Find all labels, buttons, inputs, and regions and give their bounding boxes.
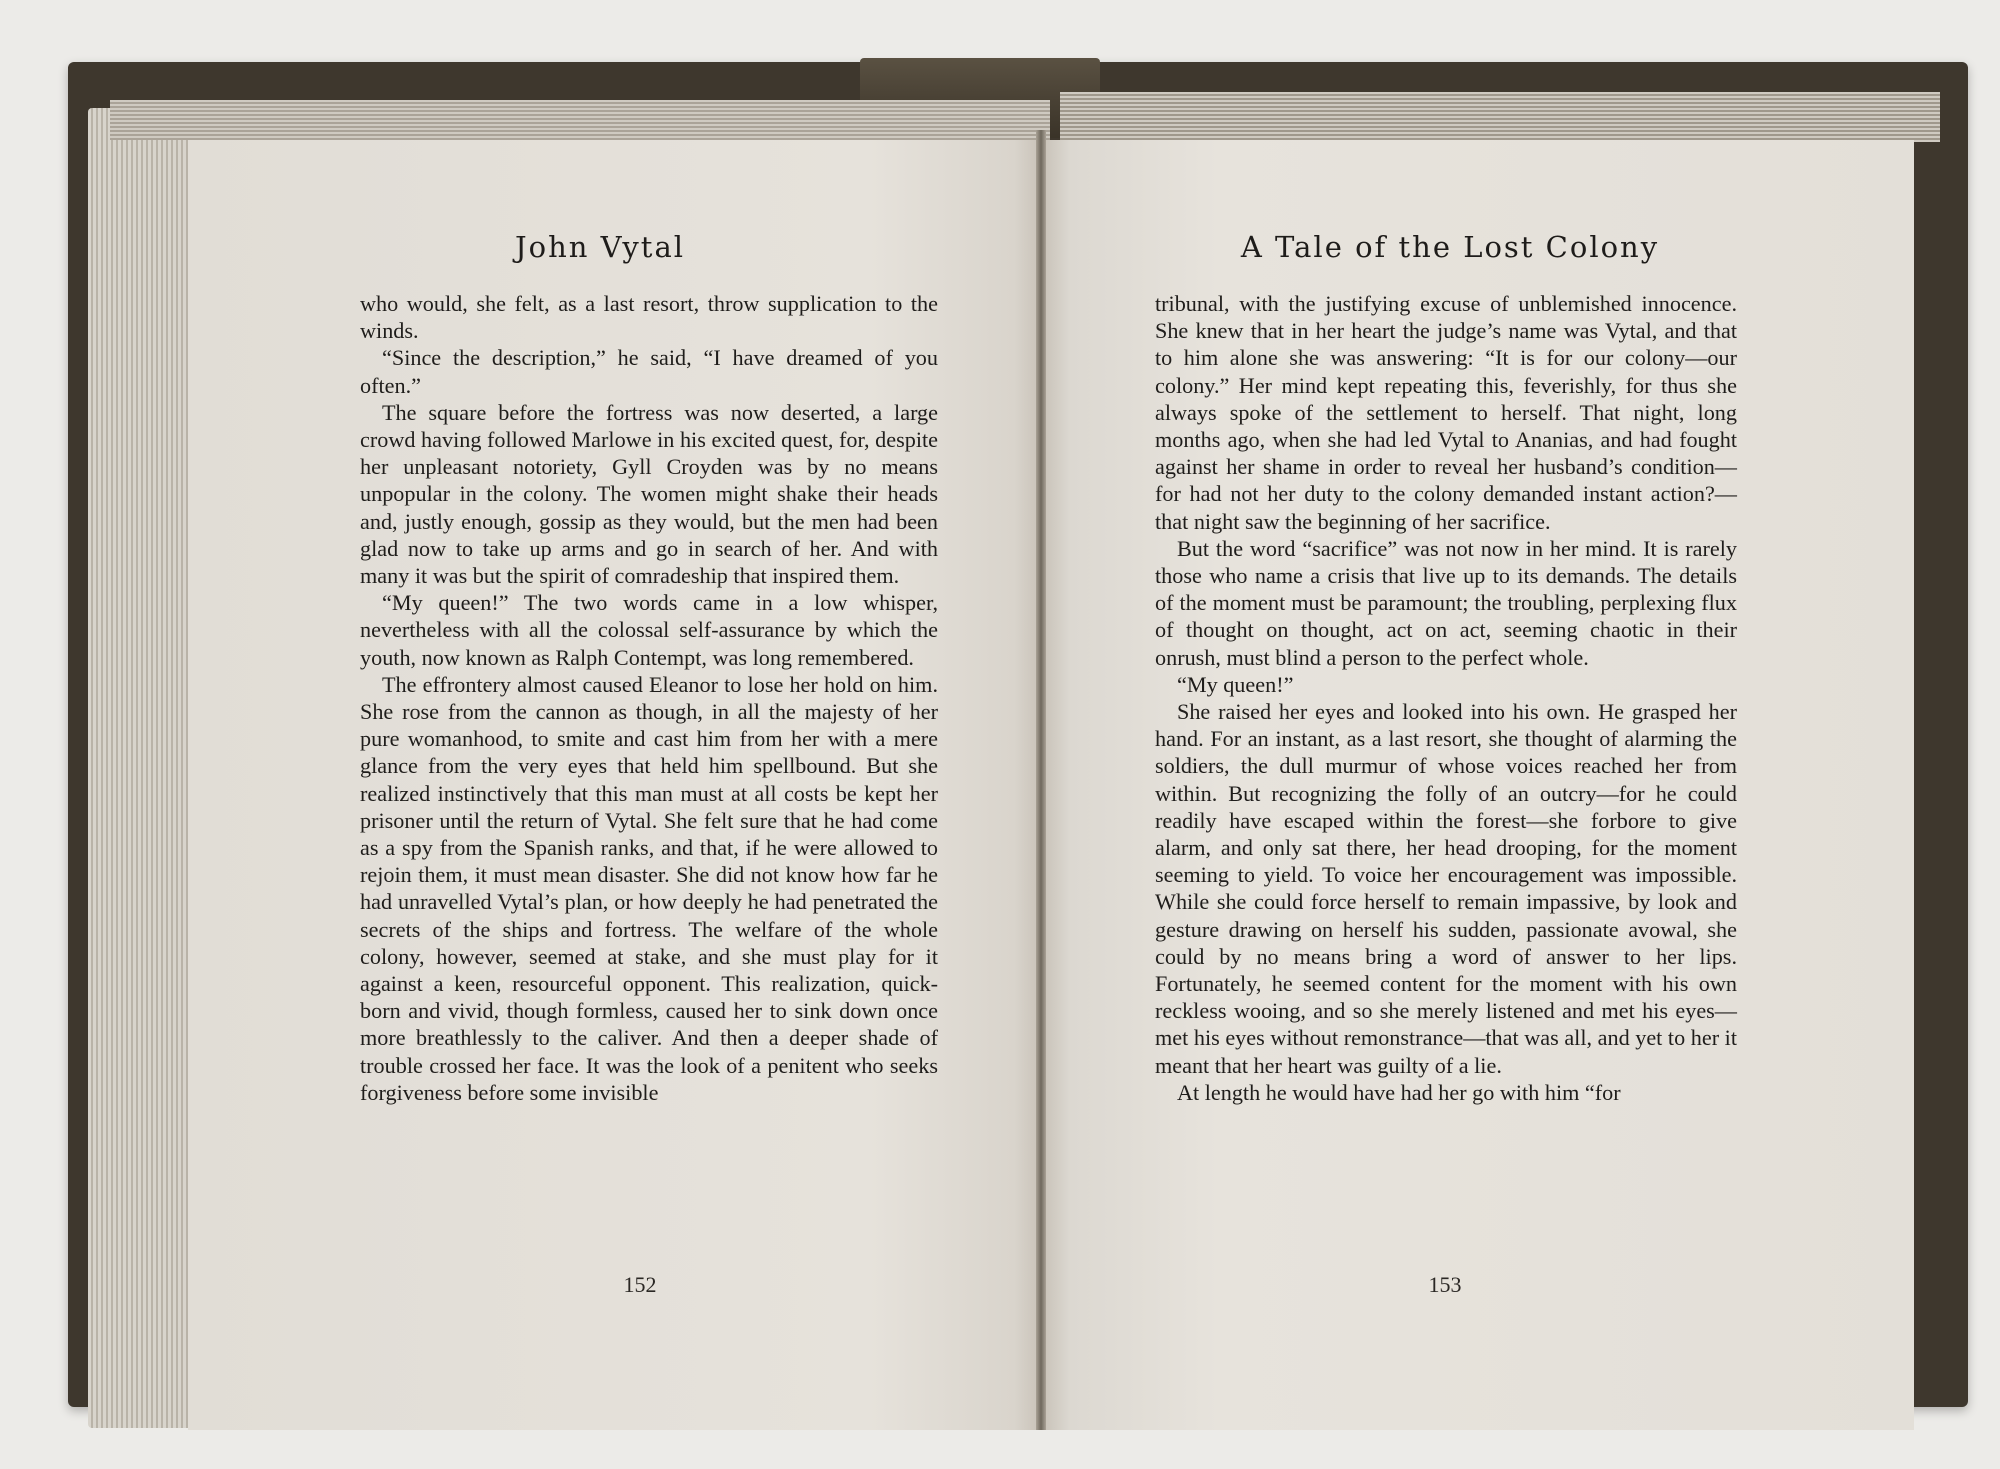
right-page-text [1155, 290, 1737, 1106]
paragraph: “My queen!” The two words came in a low whisper, nevertheless with all the colossal self-assurance by which the youth, now known as Ralph Contempt, was long remembered. [360, 590, 938, 670]
right-running-head: A Tale of the Lost Colony [1240, 230, 1660, 264]
page-number-right: 153 [1428, 1272, 1462, 1297]
paragraph: But the word “sacrifice” was not now in her mind. It is rarely those who name a crisis that live up to its demands. The details of the moment must be paramount; the troubling, perplexing flux of thought on thought, act on act, seeming chaotic in their onrush, must blind a person to the perfect whole. [1155, 535, 1737, 670]
paragraph: “Since the description,” he said, “I have dreamed of you often.” [360, 345, 938, 398]
paragraph: who would, she felt, as a last resort, throw supplication to the winds. [360, 291, 938, 344]
book-gutter [1036, 130, 1046, 1430]
paragraph: The effrontery almost caused Eleanor to lose her hold on him. She rose from the cannon as though, in all the majesty of her pure womanhood, to smite and cast him from her with a mere glance from the very eyes that held him spellbound. But she realized instinctively that this man must at all costs be kept her prisoner until the return of Vytal. She felt sure that he had come as a spy from the Spanish ranks, and that, if he were allowed to rejoin them, it must mean disaster. She did not know how far he had unravelled Vytal’s plan, or how deeply he had penetrated the secrets of the ships and fortress. The welfare of the whole colony, however, seemed at stake, and she must play for it against a keen, resourceful opponent. This realization, quick-born and vivid, though formless, caused her to sink down once more breathlessly to the caliver. And then a deeper shade of trouble crossed her face. It was the look of a penitent who seeks forgiveness before some invisible [360, 671, 938, 1105]
paragraph: tribunal, with the justifying excuse of unblemished innocence. She knew that in her heart the judge’s name was Vytal, and that to him alone she was answering: “It is for our colony—our colony.” Her mind kept repeating this, feverishly, for thus she always spoke of the settlement to herself. That night, long months ago, when she had led Vytal to Ananias, and had fought against her shame in order to reveal her husband’s condition—for had not her duty to the colony demanded instant action?—that night saw the beginning of her sacrifice. [1155, 291, 1737, 534]
paragraph: The square before the fortress was now deserted, a large crowd having followed Marlowe in his excited quest, for, despite her unpleasant notoriety, Gyll Croyden was by no means unpopular in the colony. The women might shake their heads and, justly enough, gossip as they would, but the men had been glad now to take up arms and go in search of her. And with many it was but the spirit of comradeship that inspired them. [360, 399, 938, 589]
left-page-text [360, 290, 938, 1106]
paragraph: She raised her eyes and looked into his own. He grasped her hand. For an instant, as a last resort, she thought of alarming the soldiers, the dull murmur of whose voices reached her from within. But recognizing the folly of an outcry—for he could readily have escaped within the forest—she forbore to give alarm, and only sat there, her head drooping, for the moment seeming to yield. To voice her encouragement was impossible. While she could force herself to remain impassive, by look and gesture drawing on herself his sudden, passionate avowal, she could by no means bring a word of answer to her lips. Fortunately, he seemed content for the moment with his own reckless wooing, and so she merely listened and met his eyes—met his eyes without remonstrance—that was all, and yet to her it meant that her heart was guilty of a lie. [1155, 699, 1737, 1078]
page-number-left: 152 [623, 1272, 657, 1297]
page-edges-top-left [110, 100, 1050, 140]
left-running-head: John Vytal [514, 230, 686, 264]
page-edges-top-right [1060, 92, 1940, 142]
paragraph: “My queen!” [1177, 671, 1294, 697]
paragraph: At length he would have had her go with him “for [1177, 1079, 1621, 1105]
